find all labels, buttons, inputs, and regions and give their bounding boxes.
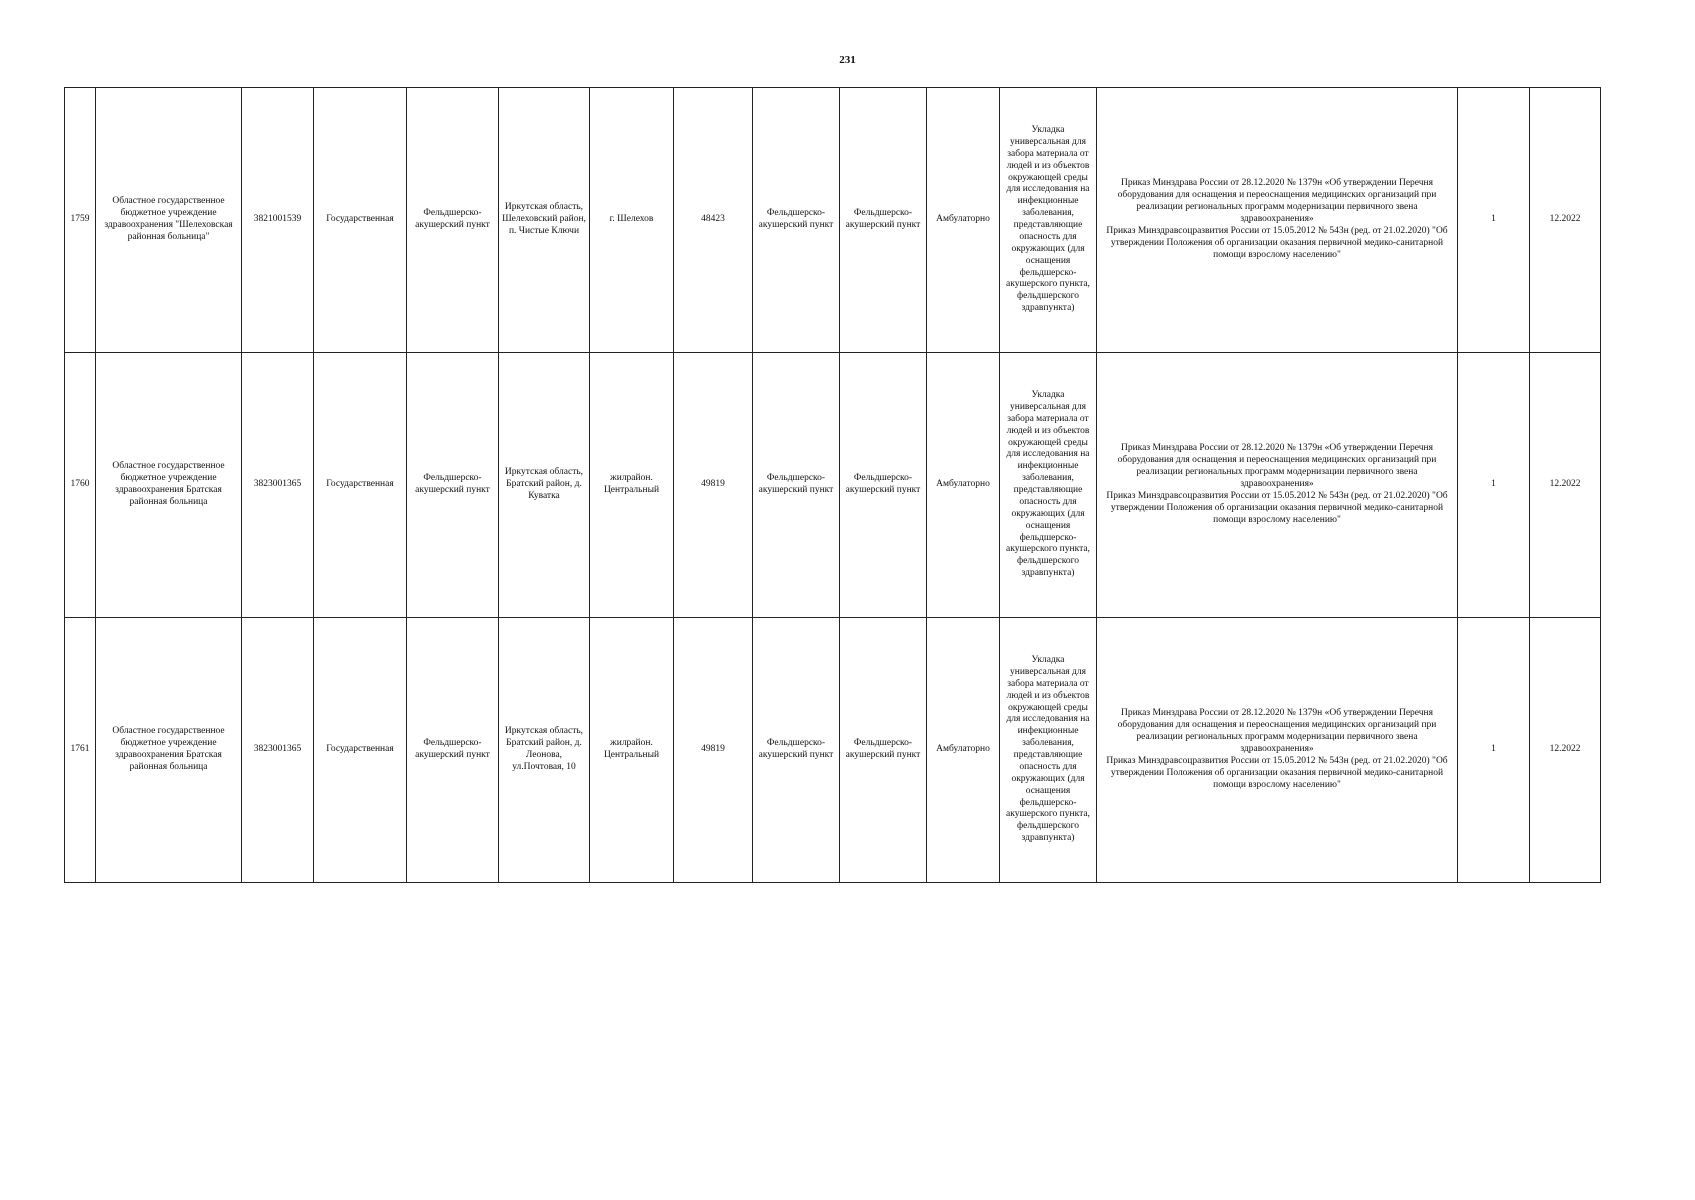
equipment-item: Укладка универсальная для забора материала от людей и из объектов окружающей среды для исследования на инфекционные заболевания, представляющие опасность для окружающих (для оснащения фельдшерско-акушерского пункта, фельдшерского здравпункта)	[1000, 353, 1097, 618]
legal-basis-order-1379n: Приказ Минздрава России от 28.12.2020 № 1379н «Об утверждении Перечня оборудования для оснащения и переоснащения медицинских организаций при реализации региональных программ модернизации первичного звена здравоохранения»	[1117, 178, 1437, 225]
inn: 3823001365	[242, 618, 314, 883]
facility-type: Фельдшерско-акушерский пункт	[407, 88, 499, 353]
quantity: 1	[1458, 618, 1530, 883]
legal-basis	[1097, 618, 1458, 883]
unit-type: Фельдшерско-акушерский пункт	[753, 353, 840, 618]
facility-address: Иркутская область, Шелеховский район, п. Чистые Ключи	[499, 88, 590, 353]
unit-type: Фельдшерско-акушерский пункт	[753, 88, 840, 353]
facility-address: Иркутская область, Братский район, д. Леонова, ул.Почтовая, 10	[499, 618, 590, 883]
organization-name: Областное государственное бюджетное учреждение здравоохранения Братская районная больница	[96, 618, 242, 883]
row-number: 1760	[65, 353, 96, 618]
unit-name: Фельдшерско-акушерский пункт	[840, 618, 927, 883]
table-row	[65, 88, 1601, 353]
delivery-date: 12.2022	[1530, 618, 1601, 883]
settlement: жилрайон. Центральный	[590, 618, 674, 883]
facility-type: Фельдшерско-акушерский пункт	[407, 618, 499, 883]
unit-type: Фельдшерско-акушерский пункт	[753, 618, 840, 883]
ownership-form: Государственная	[314, 353, 407, 618]
legal-basis-order-543n: Приказ Минздравсоцразвития России от 15.05.2012 № 543н (ред. от 21.02.2020) "Об утверждении Положения об организации оказания первичной медико-санитарной помощи взрослому населению"	[1106, 225, 1448, 260]
inn: 3823001365	[242, 353, 314, 618]
equipment-item: Укладка универсальная для забора материала от людей и из объектов окружающей среды для исследования на инфекционные заболевания, представляющие опасность для окружающих (для оснащения фельдшерско-акушерского пункта, фельдшерского здравпункта)	[1000, 88, 1097, 353]
legal-basis	[1097, 88, 1458, 353]
care-form: Амбулаторно	[927, 353, 1000, 618]
ownership-form: Государственная	[314, 88, 407, 353]
unit-name: Фельдшерско-акушерский пункт	[840, 353, 927, 618]
settlement: г. Шелехов	[590, 88, 674, 353]
care-form: Амбулаторно	[927, 88, 1000, 353]
facility-type: Фельдшерско-акушерский пункт	[407, 353, 499, 618]
table-row	[65, 618, 1601, 883]
quantity: 1	[1458, 353, 1530, 618]
page-number: 231	[839, 54, 856, 66]
population: 48423	[674, 88, 753, 353]
population: 49819	[674, 353, 753, 618]
delivery-date: 12.2022	[1530, 88, 1601, 353]
ownership-form: Государственная	[314, 618, 407, 883]
legal-basis-order-543n: Приказ Минздравсоцразвития России от 15.05.2012 № 543н (ред. от 21.02.2020) "Об утверждении Положения об организации оказания первичной медико-санитарной помощи взрослому населению"	[1106, 755, 1448, 790]
organization-name: Областное государственное бюджетное учреждение здравоохранения Братская районная больница	[96, 353, 242, 618]
table-row	[65, 353, 1601, 618]
quantity: 1	[1458, 88, 1530, 353]
settlement: жилрайон. Центральный	[590, 353, 674, 618]
legal-basis-order-543n: Приказ Минздравсоцразвития России от 15.05.2012 № 543н (ред. от 21.02.2020) "Об утверждении Положения об организации оказания первичной медико-санитарной помощи взрослому населению"	[1106, 490, 1448, 525]
care-form: Амбулаторно	[927, 618, 1000, 883]
inn: 3821001539	[242, 88, 314, 353]
legal-basis-order-1379n: Приказ Минздрава России от 28.12.2020 № 1379н «Об утверждении Перечня оборудования для оснащения и переоснащения медицинских организаций при реализации региональных программ модернизации первичного звена здравоохранения»	[1117, 708, 1437, 755]
unit-name: Фельдшерско-акушерский пункт	[840, 88, 927, 353]
population: 49819	[674, 618, 753, 883]
organization-name: Областное государственное бюджетное учреждение здравоохранения "Шелеховская районная больница"	[96, 88, 242, 353]
row-number: 1761	[65, 618, 96, 883]
facility-address: Иркутская область, Братский район, д. Куватка	[499, 353, 590, 618]
equipment-registry-table	[64, 87, 1601, 883]
row-number: 1759	[65, 88, 96, 353]
legal-basis-order-1379n: Приказ Минздрава России от 28.12.2020 № 1379н «Об утверждении Перечня оборудования для оснащения и переоснащения медицинских организаций при реализации региональных программ модернизации первичного звена здравоохранения»	[1117, 443, 1437, 490]
delivery-date: 12.2022	[1530, 353, 1601, 618]
legal-basis	[1097, 353, 1458, 618]
equipment-item: Укладка универсальная для забора материала от людей и из объектов окружающей среды для исследования на инфекционные заболевания, представляющие опасность для окружающих (для оснащения фельдшерско-акушерского пункта, фельдшерского здравпункта)	[1000, 618, 1097, 883]
